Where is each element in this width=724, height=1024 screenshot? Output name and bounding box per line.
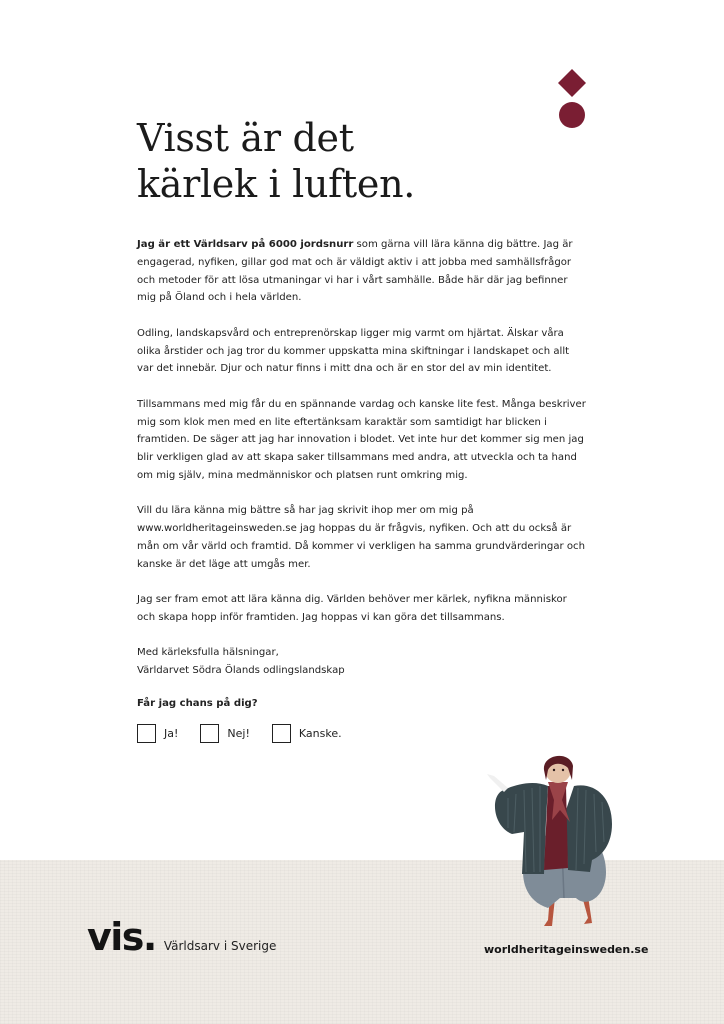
checkbox-ja[interactable]	[137, 724, 156, 743]
option-kanske[interactable]	[272, 724, 342, 743]
paragraph: Tillsammans med mig får du en spännande vardag och kanske lite fest. Många beskriver mig som klok men med en lite eftertänksam karaktär som samtidigt har blicken i framtiden. De säger att jag har innovation i blodet. Vet inte hur det kommer sig men jag blir verkligen glad av att skapa saker tillsammans med andra, att utveckla och ta hand om mig själv, mina medmänniskor och platsen runt omkring mig.	[137, 398, 586, 481]
brand-logo: vis.	[87, 915, 156, 959]
option-nej-label: Nej!	[227, 727, 250, 740]
option-kanske-label: Kanske.	[298, 727, 342, 740]
website-link[interactable]: worldheritageinsweden.se	[484, 943, 649, 956]
logo-mark-icon	[556, 68, 588, 130]
character-illustration-icon	[478, 748, 623, 938]
title-line-1: Visst är det	[137, 116, 354, 160]
signoff	[137, 644, 587, 680]
answer-options	[137, 724, 364, 743]
letter-body	[137, 236, 587, 698]
title-line-2: kärlek i luften.	[137, 162, 416, 206]
page-title	[137, 115, 415, 207]
intro-text: som gärna vill lära känna dig bättre. Jag är engagerad, nyfiken, gillar god mat och är väldigt aktiv i att jobba med samhällsfrågor och metoder för att lösa utmaningar vi har i vårt samhälle. Både här där jag befinner mig på Öland och i hela världen.	[137, 239, 573, 304]
signoff-greeting: Med kärleksfulla hälsningar,	[137, 647, 279, 659]
checkbox-kanske[interactable]	[272, 724, 291, 743]
footer-brand	[87, 915, 277, 959]
option-ja-label: Ja!	[164, 727, 179, 740]
option-nej[interactable]	[200, 724, 249, 743]
paragraph: Vill du lära känna mig bättre så har jag skrivit ihop mer om mig på www.worldheritageinsweden.se jag hoppas du är frågvis, nyfiken. Och att du också är mån om vår värld och framtid. Då kommer vi verkligen ha samma grundvärderingar och kanske är det läge att umgås mer.	[137, 505, 586, 570]
checkbox-nej[interactable]	[200, 724, 219, 743]
brand-subtitle: Världsarv i Sverige	[163, 939, 277, 953]
intro-paragraph	[137, 236, 587, 307]
signoff-sender: Världarvet Södra Ölands odlingslandskap	[137, 665, 345, 677]
intro-bold: Jag är ett Världsarv på 6000 jordsnurr	[137, 239, 354, 250]
option-ja[interactable]	[137, 724, 178, 743]
question-label: Får jag chans på dig?	[137, 698, 258, 709]
paragraph: Odling, landskapsvård och entreprenörskap ligger mig varmt om hjärtat. Älskar våra olika årstider och jag tror du kommer uppskatta mina skiftningar i landskapet och allt var det innebär. Djur och natur finns i mitt dna och är en stor del av min identitet.	[137, 327, 570, 375]
paragraph: Jag ser fram emot att lära känna dig. Världen behöver mer kärlek, nyfikna människor och skapa hopp inför framtiden. Jag hoppas vi kan göra det tillsammans.	[137, 594, 567, 623]
